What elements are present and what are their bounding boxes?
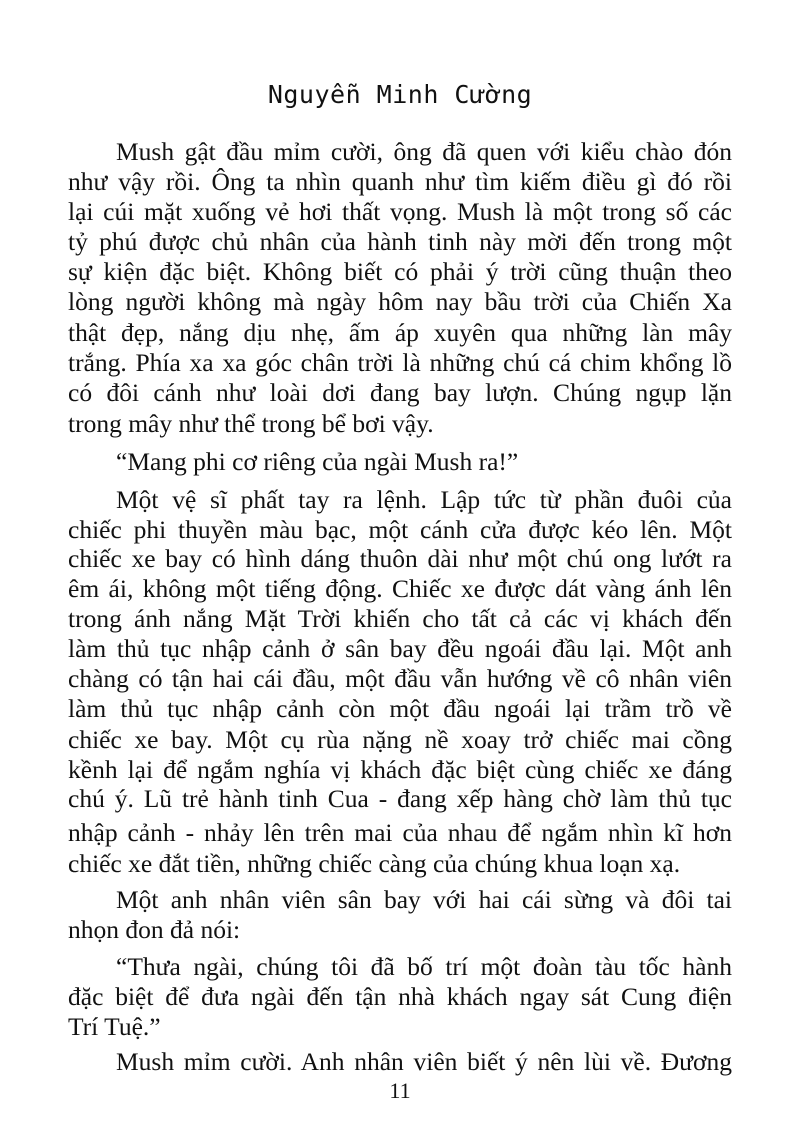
paragraph-line: “Thưa ngài, chúng tôi đã bố trí một đoàn tàu tốc hành — [116, 952, 732, 981]
paragraph-line: như vậy rồi. Ông ta nhìn quanh như tìm kiếm điều gì đó rồi — [68, 167, 732, 196]
paragraph-line: làm thủ tục nhập cảnh còn một đầu ngoái lại trầm trồ về — [68, 694, 732, 723]
paragraph-line: êm ái, không một tiếng động. Chiếc xe được dát vàng ánh lên — [68, 574, 732, 603]
page-number: 11 — [389, 1078, 411, 1103]
paragraph-line: thật đẹp, nắng dịu nhẹ, ấm áp xuyên qua những làn mây — [68, 318, 732, 347]
paragraph-line: lại cúi mặt xuống vẻ hơi thất vọng. Mush là một trong số các — [68, 197, 732, 226]
paragraph-line: nhập cảnh - nhảy lên trên mai của nhau để ngắm nhìn kĩ hơn — [68, 818, 732, 847]
paragraph-line: tỷ phú được chủ nhân của hành tinh này mời đến trong một — [68, 227, 732, 256]
paragraph-line: kềnh lại để ngắm nghía vị khách đặc biệt cùng chiếc xe đáng — [68, 755, 732, 784]
paragraph-line: nhọn đon đả nói: — [68, 915, 241, 944]
paragraph-line: Một vệ sĩ phất tay ra lệnh. Lập tức từ phần đuôi của — [116, 485, 732, 514]
paragraph-line: chiếc xe bay. Một cụ rùa nặng nề xoay trở chiếc mai cồng — [68, 725, 732, 754]
paragraph-line: sự kiện đặc biệt. Không biết có phải ý trời cũng thuận theo — [68, 257, 732, 286]
paragraph-line: chiếc xe bay có hình dáng thuôn dài như một chú ong lướt ra — [68, 544, 732, 573]
paragraph-line: trong mây như thể trong bể bơi vậy. — [68, 409, 434, 438]
paragraph-line: trắng. Phía xa xa góc chân trời là những chú cá chim khổng lồ — [68, 348, 732, 377]
paragraph-line: làm thủ tục nhập cảnh ở sân bay đều ngoái đầu lại. Một anh — [68, 634, 732, 663]
running-header-author: Nguyễn Minh Cường — [267, 80, 533, 109]
paragraph-line: trong ánh nắng Mặt Trời khiến cho tất cả các vị khách đến — [68, 604, 732, 633]
paragraph-line: lòng người không mà ngày hôm nay bầu trời của Chiến Xa — [68, 287, 732, 316]
paragraph-line: Mush mỉm cười. Anh nhân viên biết ý nên lùi về. Đương — [116, 1047, 732, 1076]
paragraph-line: chiếc phi thuyền màu bạc, một cánh cửa được kéo lên. Một — [68, 515, 732, 544]
paragraph-line: đặc biệt để đưa ngài đến tận nhà khách ngay sát Cung điện — [68, 982, 732, 1011]
paragraph-line: chiếc xe đắt tiền, những chiếc càng của chúng khua loạn xạ. — [68, 849, 681, 878]
paragraph-line: Mush gật đầu mỉm cười, ông đã quen với kiểu chào đón — [116, 137, 732, 166]
paragraph-line: có đôi cánh như loài dơi đang bay lượn. Chúng ngụp lặn — [68, 378, 732, 407]
paragraph-line: chú ý. Lũ trẻ hành tinh Cua - đang xếp hàng chờ làm thủ tục — [68, 784, 732, 813]
paragraph-line: “Mang phi cơ riêng của ngài Mush ra!” — [116, 447, 519, 476]
paragraph-line: Một anh nhân viên sân bay với hai cái sừng và đôi tai — [116, 885, 732, 914]
paragraph-line: chàng có tận hai cái đầu, một đầu vẫn hướng về cô nhân viên — [68, 664, 732, 693]
paragraph-line: Trí Tuệ.” — [68, 1012, 161, 1041]
